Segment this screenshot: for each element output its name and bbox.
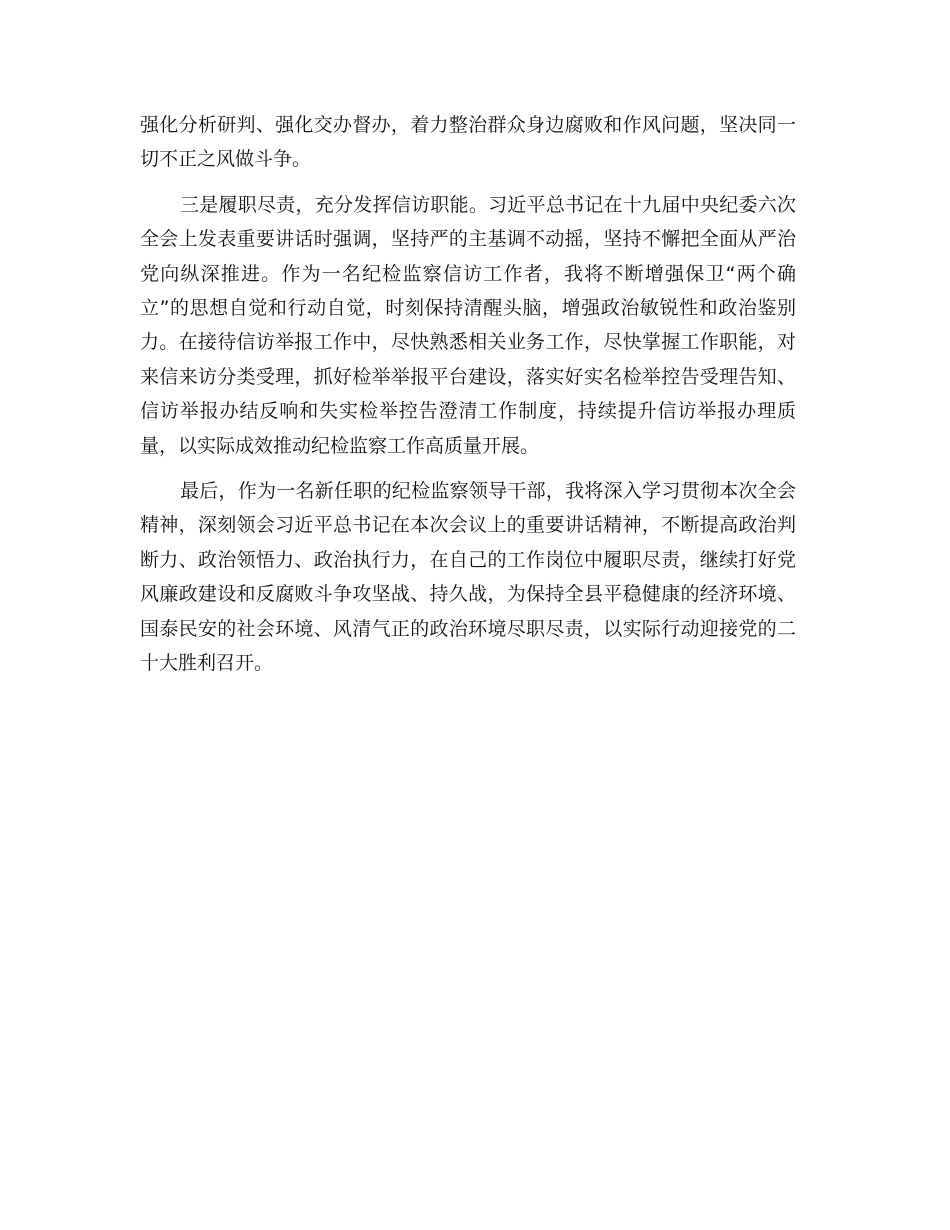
paragraph-fulfill-duties: 三是履职尽责，充分发挥信访职能。习近平总书记在十九届中央纪委六次全会上发表重要讲话时强调，坚持严的主基调不动摇，坚持不懈把全面从严治党向纵深推进。作为一名纪检监察信访工作者，我将不断增强保卫“两个确立”的思想自觉和行动自觉，时刻保持清醒头脑，增强政治敏锐性和政治鉴别力。在接待信访举报工作中，尽快熟悉相关业务工作，尽快掌握工作职能，对来信来访分类受理，抓好检举举报平台建设，落实好实名检举控告受理告知、信访举报办结反响和失实检举控告澄清工作制度，持续提升信访举报办理质量，以实际成效推动纪检监察工作高质量开展。 (140, 193, 796, 457)
document-body (140, 108, 796, 692)
paragraph-continuation: 强化分析研判、强化交办督办，着力整治群众身边腐败和作风问题，坚决同一切不正之风做斗争。 (140, 114, 796, 171)
paragraph-conclusion: 最后，作为一名新任职的纪检监察领导干部，我将深入学习贯彻本次全会精神，深刻领会习近平总书记在本次会议上的重要讲话精神，不断提高政治判断力、政治领悟力、政治执行力，在自己的工作岗位中履职尽责，继续打好党风廉政建设和反腐败斗争攻坚战、持久战，为保持全县平稳健康的经济环境、国泰民安的社会环境、风清气正的政治环境尽职尽责，以实际行动迎接党的二十大胜利召开。 (140, 480, 796, 675)
